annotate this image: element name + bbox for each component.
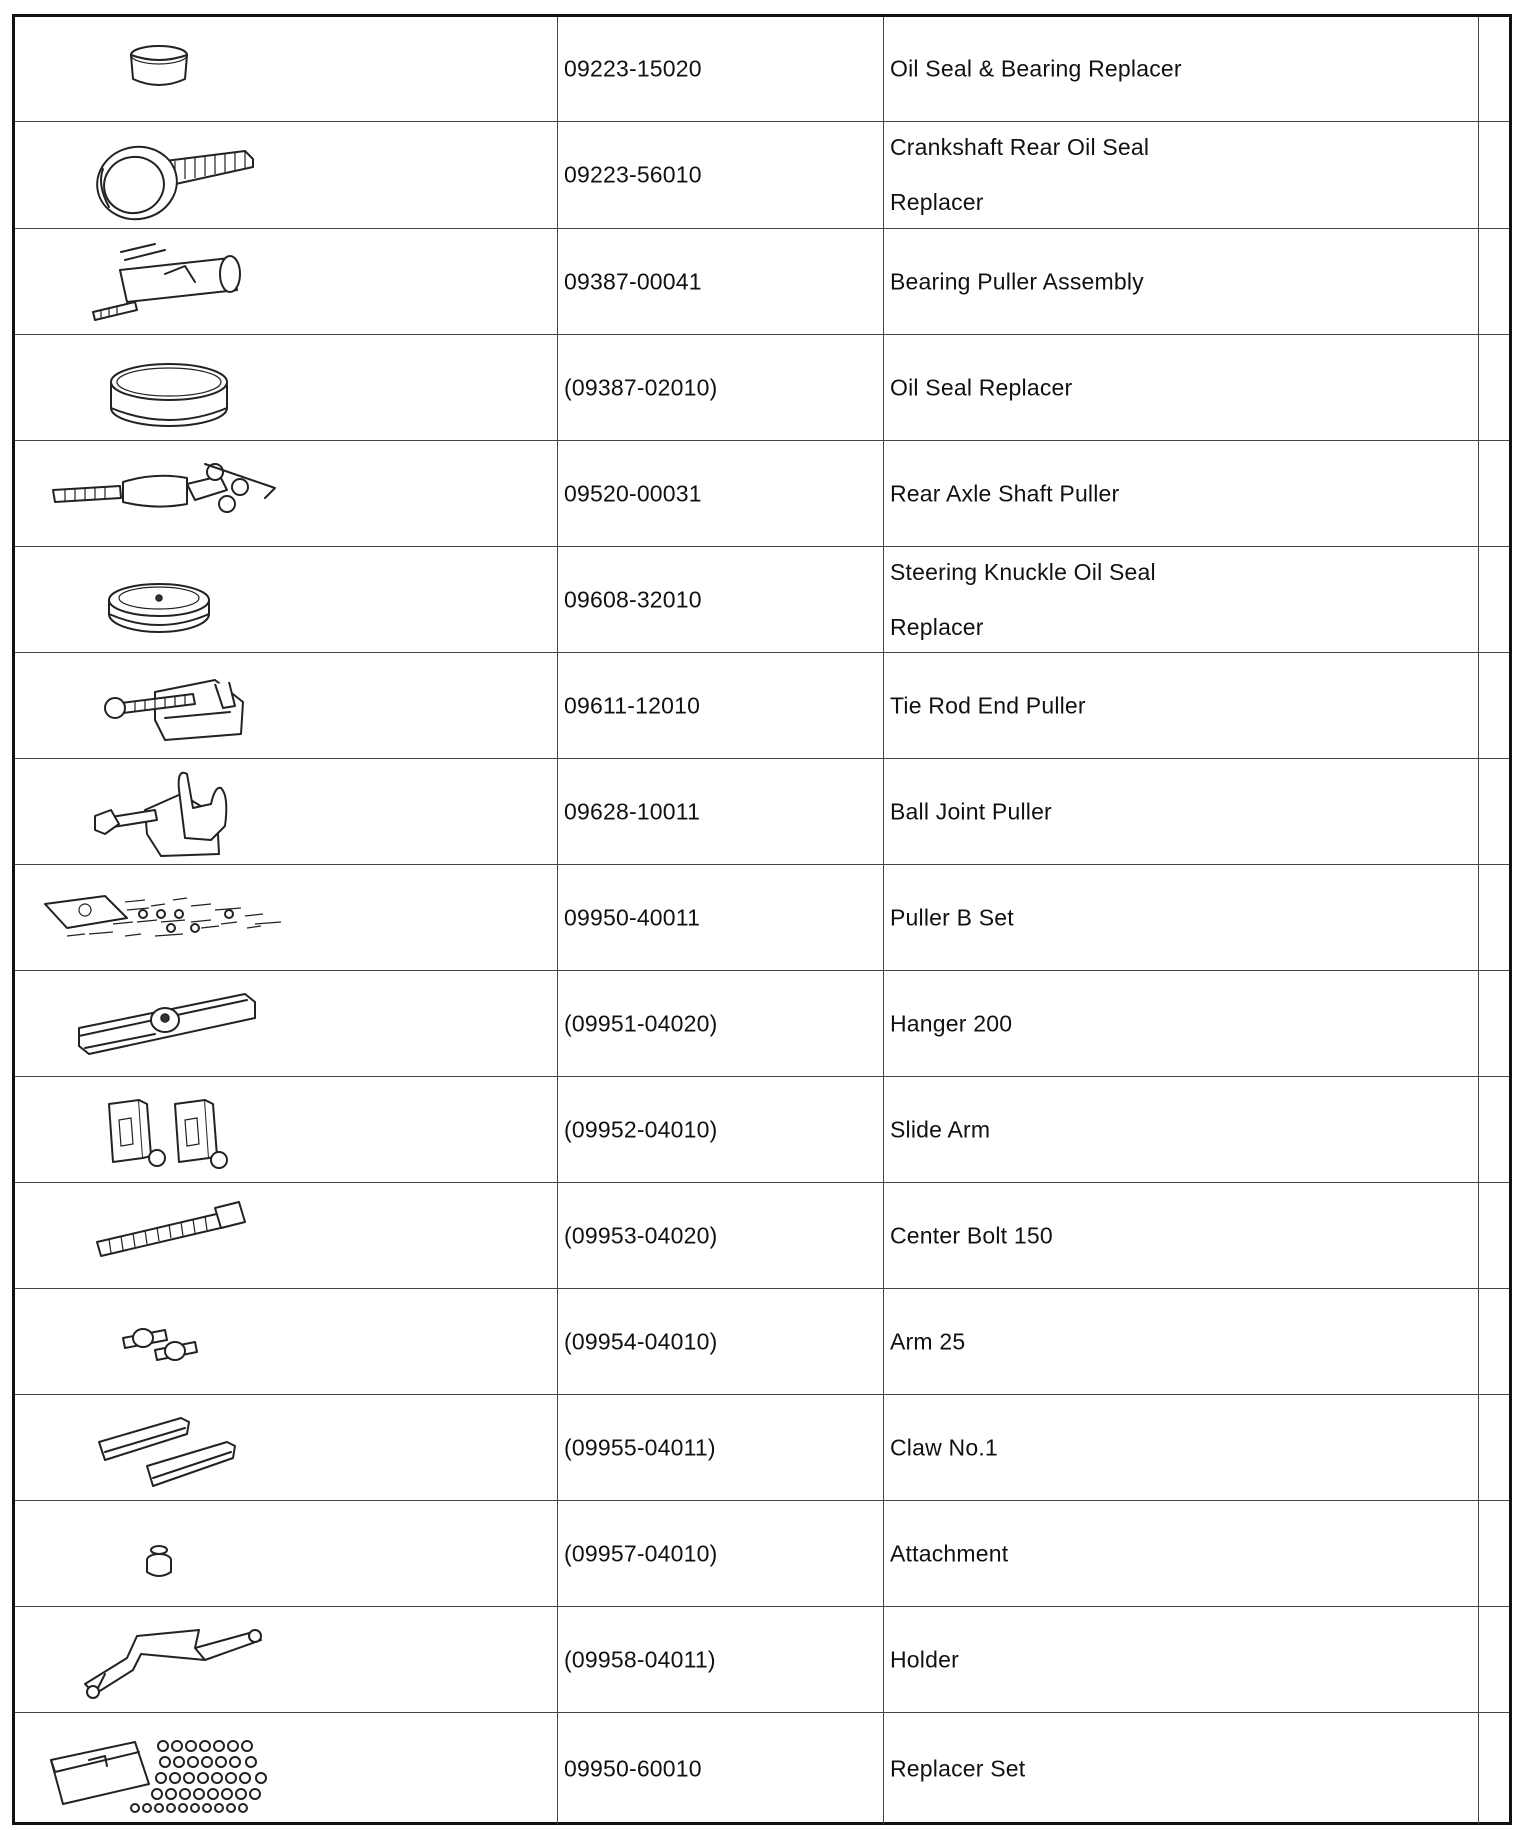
tool-name: Arm 25 xyxy=(890,1328,966,1354)
tool-name: Ball Joint Puller xyxy=(890,798,1052,824)
empty-cell xyxy=(1479,1289,1509,1394)
claw-icon xyxy=(15,1396,558,1501)
table-row xyxy=(15,865,1509,971)
table-row xyxy=(15,971,1509,1077)
replacer-set-icon xyxy=(15,1716,558,1821)
tool-name-cell xyxy=(884,1183,1479,1288)
tool-illustration-cell xyxy=(15,971,558,1076)
arm-icon xyxy=(15,1290,558,1395)
part-number: 09950-60010 xyxy=(564,1755,702,1781)
part-number-cell xyxy=(558,1183,884,1288)
tie-rod-puller-icon xyxy=(15,654,558,759)
ball-joint-puller-icon xyxy=(15,760,558,865)
part-number-cell xyxy=(558,759,884,864)
tool-name: Attachment xyxy=(890,1540,1009,1566)
empty-cell xyxy=(1479,1607,1509,1712)
part-number-cell xyxy=(558,335,884,440)
table-row xyxy=(15,1713,1509,1824)
tool-name-cell xyxy=(884,865,1479,970)
attachment-icon xyxy=(15,1502,558,1607)
part-number-cell xyxy=(558,971,884,1076)
part-number-cell xyxy=(558,865,884,970)
part-number: (09954-04010) xyxy=(564,1328,718,1354)
table-row xyxy=(15,1395,1509,1501)
table-row xyxy=(15,441,1509,547)
empty-cell xyxy=(1479,229,1509,334)
empty-cell xyxy=(1479,335,1509,440)
table-row xyxy=(15,547,1509,653)
seal-cup-icon xyxy=(15,17,558,122)
tool-illustration-cell xyxy=(15,1607,558,1712)
tool-name-cell xyxy=(884,335,1479,440)
part-number-cell xyxy=(558,1077,884,1182)
tool-name: Puller B Set xyxy=(890,904,1014,930)
table-row xyxy=(15,1501,1509,1607)
table-row xyxy=(15,653,1509,759)
part-number: 09611-12010 xyxy=(564,692,701,718)
tool-name: Center Bolt 150 xyxy=(890,1222,1053,1248)
tool-name-cell xyxy=(884,1713,1479,1824)
axle-puller-icon xyxy=(15,442,558,547)
part-number-cell xyxy=(558,1501,884,1606)
tool-name-cell xyxy=(884,1501,1479,1606)
empty-cell xyxy=(1479,1077,1509,1182)
tool-name-cell xyxy=(884,441,1479,546)
tool-name: Crankshaft Rear Oil Seal Replacer xyxy=(890,134,1150,215)
part-number: 09608-32010 xyxy=(564,586,702,612)
tool-name: Bearing Puller Assembly xyxy=(890,268,1144,294)
table-row xyxy=(15,1607,1509,1713)
part-number: (09952-04010) xyxy=(564,1116,718,1142)
empty-cell xyxy=(1479,1501,1509,1606)
table-row xyxy=(15,1183,1509,1289)
empty-cell xyxy=(1479,865,1509,970)
tool-name-cell xyxy=(884,1077,1479,1182)
tool-name: Hanger 200 xyxy=(890,1010,1013,1036)
part-number-cell xyxy=(558,653,884,758)
part-number-cell xyxy=(558,1395,884,1500)
tool-name: Steering Knuckle Oil Seal Replacer xyxy=(890,558,1156,640)
part-number-cell xyxy=(558,1713,884,1824)
tool-name-cell xyxy=(884,17,1479,121)
tool-name-cell xyxy=(884,1607,1479,1712)
tool-illustration-cell xyxy=(15,1077,558,1182)
empty-cell xyxy=(1479,122,1509,228)
tool-name-cell xyxy=(884,759,1479,864)
part-number: (09953-04020) xyxy=(564,1222,718,1248)
tool-name-cell xyxy=(884,229,1479,334)
empty-cell xyxy=(1479,17,1509,121)
tool-illustration-cell xyxy=(15,1183,558,1288)
tool-illustration-cell xyxy=(15,1289,558,1394)
tool-name-cell xyxy=(884,1289,1479,1394)
empty-cell xyxy=(1479,971,1509,1076)
part-number: 09223-56010 xyxy=(564,161,702,188)
part-number: 09387-00041 xyxy=(564,268,702,294)
part-number-cell xyxy=(558,229,884,334)
puller-set-icon xyxy=(15,866,558,971)
tool-illustration-cell xyxy=(15,759,558,864)
table-row xyxy=(15,1289,1509,1395)
holder-icon xyxy=(15,1608,558,1713)
part-number: (09955-04011) xyxy=(564,1434,716,1460)
disc-replacer-icon xyxy=(15,548,558,653)
tool-illustration-cell xyxy=(15,1395,558,1500)
tool-name-cell xyxy=(884,547,1479,652)
table-row xyxy=(15,759,1509,865)
tool-name-cell xyxy=(884,122,1479,228)
hanger-icon xyxy=(15,972,558,1077)
empty-cell xyxy=(1479,547,1509,652)
empty-cell xyxy=(1479,441,1509,546)
part-number: 09520-00031 xyxy=(564,480,702,506)
tool-name-cell xyxy=(884,653,1479,758)
part-number-cell xyxy=(558,122,884,228)
tool-illustration-cell xyxy=(15,441,558,546)
part-number-cell xyxy=(558,1607,884,1712)
empty-cell xyxy=(1479,1713,1509,1824)
center-bolt-icon xyxy=(15,1184,558,1289)
seal-driver-icon xyxy=(15,123,558,228)
table-row xyxy=(15,229,1509,335)
tool-illustration-cell xyxy=(15,122,558,228)
tool-illustration-cell xyxy=(15,1501,558,1606)
part-number-cell xyxy=(558,17,884,121)
tool-illustration-cell xyxy=(15,335,558,440)
part-number: (09957-04010) xyxy=(564,1540,718,1566)
tool-name: Slide Arm xyxy=(890,1116,991,1142)
tool-table xyxy=(12,14,1512,1825)
tool-name: Replacer Set xyxy=(890,1755,1026,1781)
tool-name: Tie Rod End Puller xyxy=(890,692,1086,718)
ring-icon xyxy=(15,336,558,441)
tool-illustration-cell xyxy=(15,17,558,121)
table-row xyxy=(15,335,1509,441)
tool-name: Rear Axle Shaft Puller xyxy=(890,480,1120,506)
part-number-cell xyxy=(558,547,884,652)
part-number-cell xyxy=(558,441,884,546)
tool-name: Holder xyxy=(890,1646,959,1672)
tool-name-cell xyxy=(884,971,1479,1076)
empty-cell xyxy=(1479,759,1509,864)
empty-cell xyxy=(1479,1183,1509,1288)
part-number: (09387-02010) xyxy=(564,374,718,400)
part-number: (09951-04020) xyxy=(564,1010,718,1036)
part-number: 09628-10011 xyxy=(564,798,701,824)
part-number: 09950-40011 xyxy=(564,904,701,930)
bearing-puller-icon xyxy=(15,230,558,335)
table-row xyxy=(15,17,1509,122)
tool-name: Oil Seal & Bearing Replacer xyxy=(890,55,1182,82)
tool-illustration-cell xyxy=(15,229,558,334)
tool-illustration-cell xyxy=(15,547,558,652)
tool-illustration-cell xyxy=(15,1713,558,1824)
part-number: 09223-15020 xyxy=(564,55,702,82)
tool-name: Claw No.1 xyxy=(890,1434,998,1460)
tool-name: Oil Seal Replacer xyxy=(890,374,1073,400)
empty-cell xyxy=(1479,1395,1509,1500)
table-row xyxy=(15,1077,1509,1183)
part-number: (09958-04011) xyxy=(564,1646,716,1672)
table-row xyxy=(15,122,1509,229)
tool-illustration-cell xyxy=(15,865,558,970)
part-number-cell xyxy=(558,1289,884,1394)
tool-illustration-cell xyxy=(15,653,558,758)
slide-arm-icon xyxy=(15,1078,558,1183)
empty-cell xyxy=(1479,653,1509,758)
tool-name-cell xyxy=(884,1395,1479,1500)
